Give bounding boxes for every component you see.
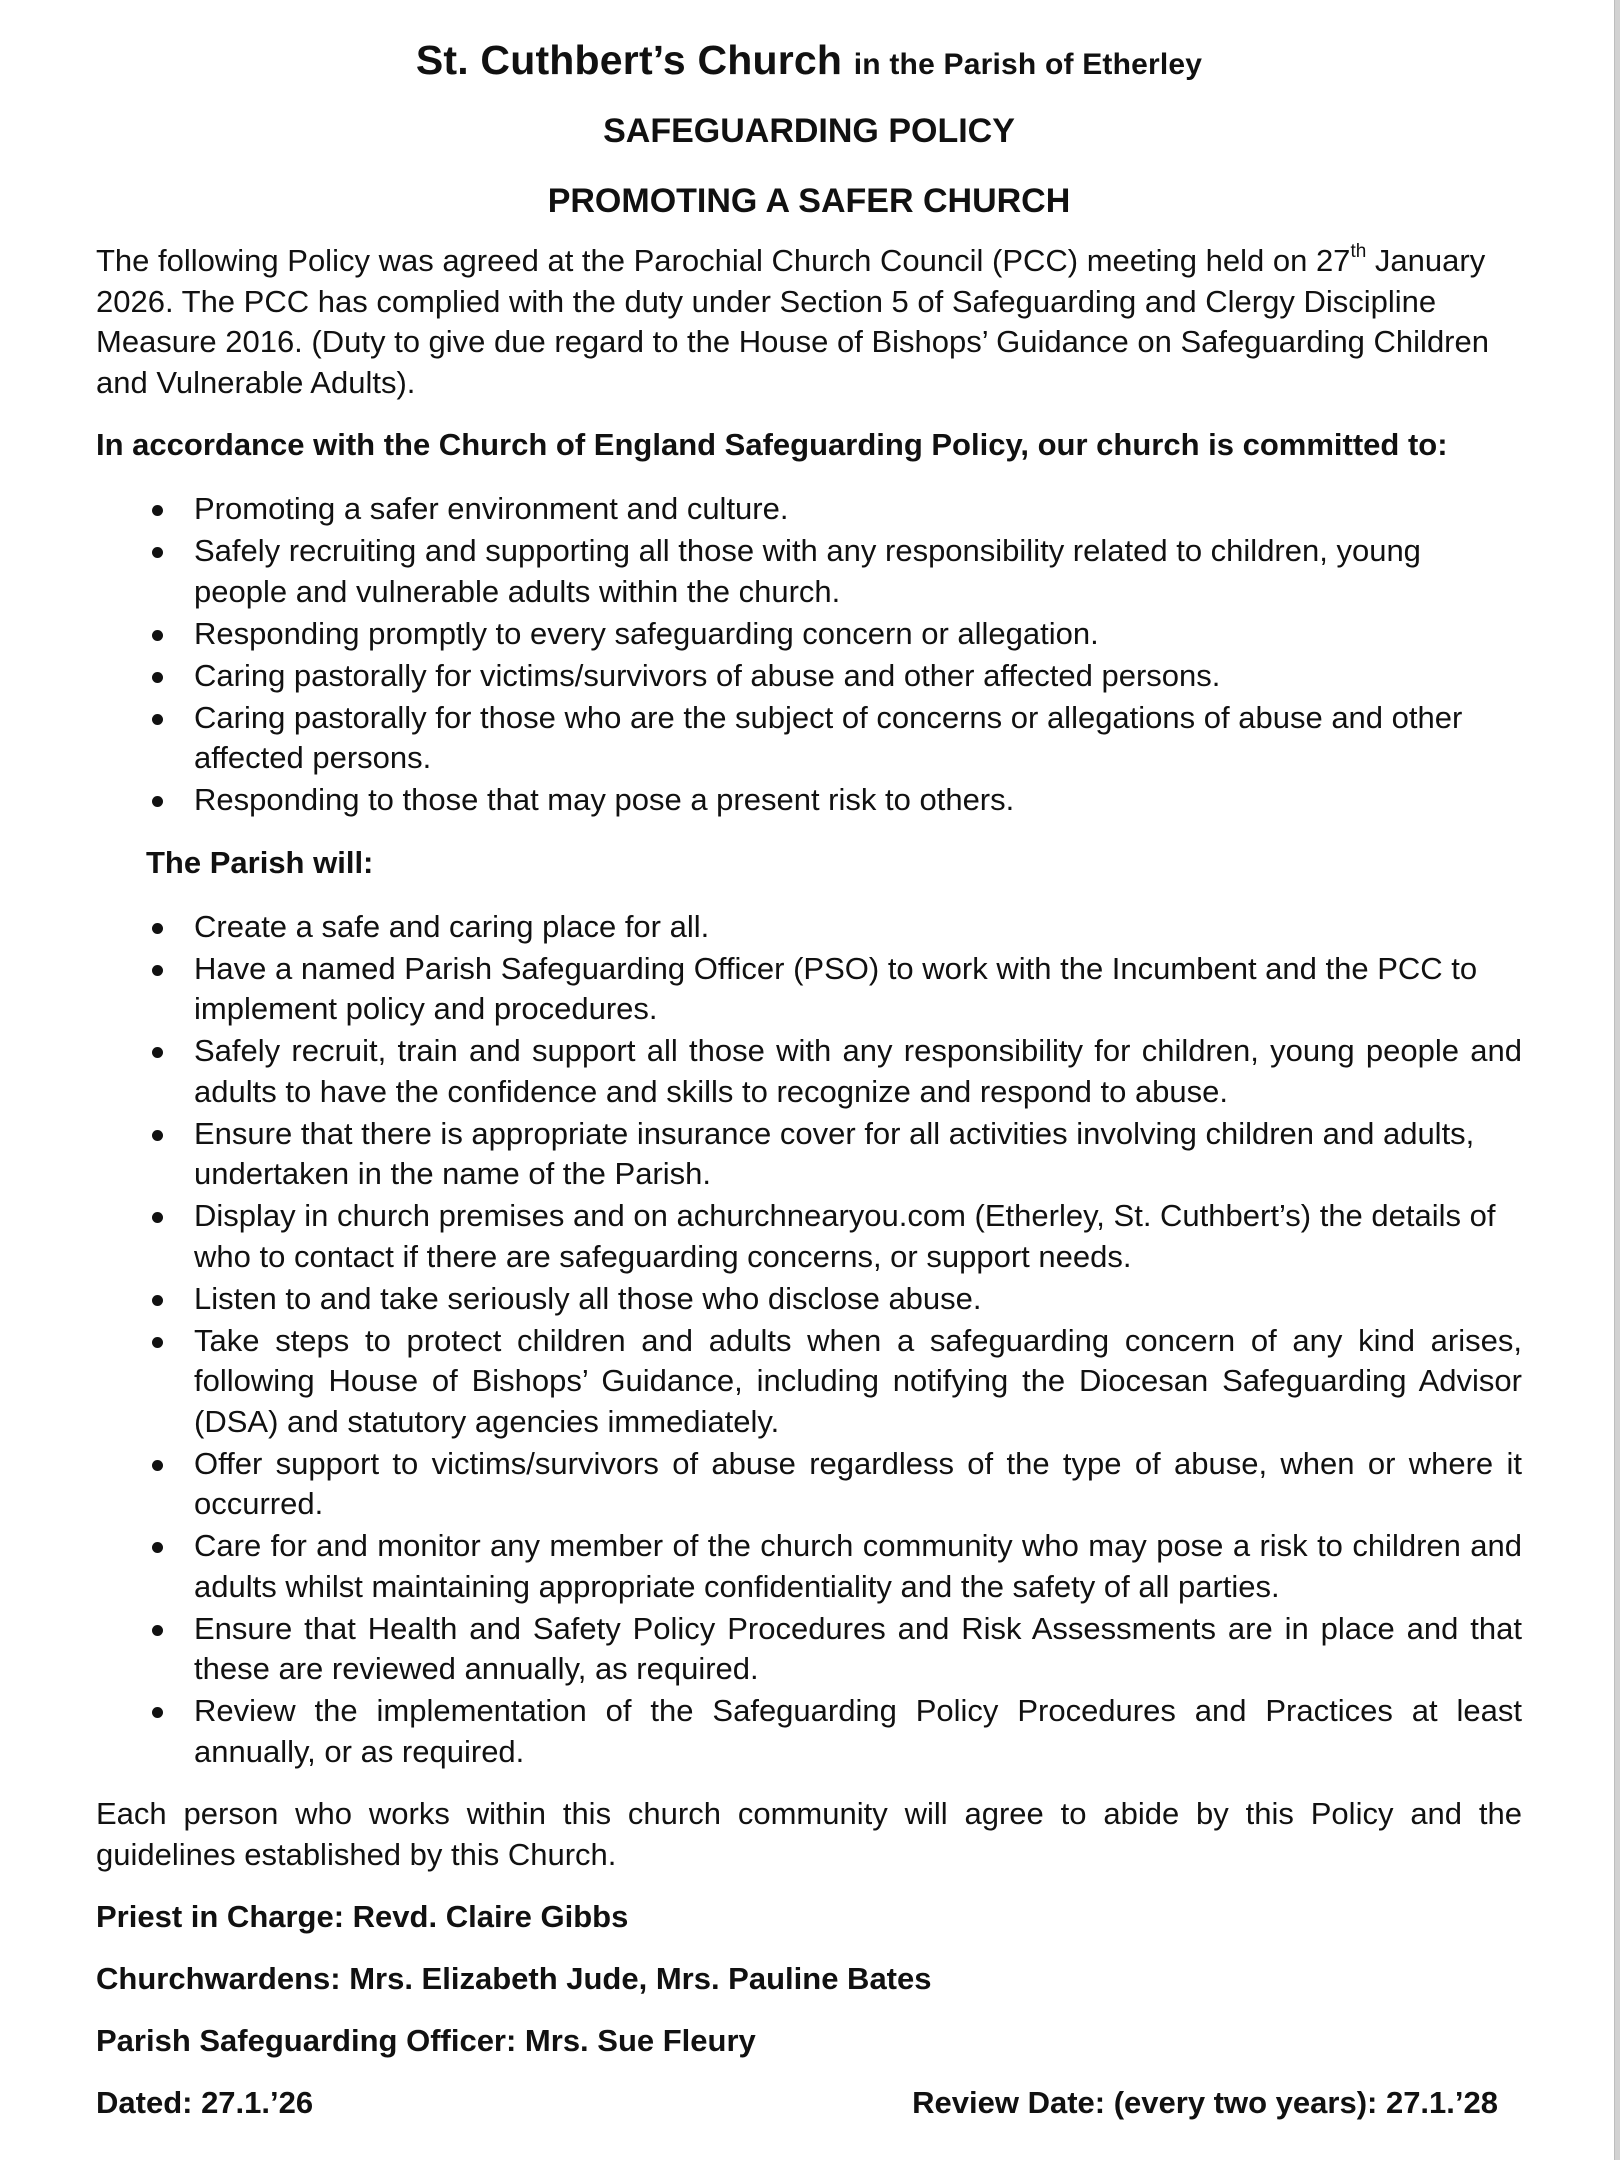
- list-item-text: Review the implementation of the Safeguarding Policy Procedures and Practices at least annually, or as required.: [194, 1693, 1522, 1769]
- list-item: [96, 1196, 1522, 1277]
- list-item-text: Caring pastorally for victims/survivors of abuse and other affected persons.: [194, 657, 1221, 693]
- list-item-text: Caring pastorally for those who are the subject of concerns or allegations of abuse and other affected persons.: [194, 699, 1463, 775]
- church-name: St. Cuthbert’s Church: [415, 37, 843, 83]
- list-item-text: Responding promptly to every safeguarding concern or allegation.: [194, 615, 1099, 651]
- bullet-icon: [152, 965, 163, 976]
- commitment-heading: In accordance with the Church of England Safeguarding Policy, our church is committed to:: [96, 427, 1448, 462]
- bullet-icon: [152, 923, 163, 934]
- list-item: [96, 949, 1522, 1030]
- intro-paragraph: [96, 241, 1522, 403]
- list-item-text: Safely recruit, train and support all those with any responsibility for children, young people and adults to have the confidence and skills to recognize and respond to abuse.: [194, 1033, 1522, 1109]
- bullet-icon: [152, 1130, 163, 1141]
- list-item: [96, 656, 1522, 697]
- ordinal-superscript: th: [1350, 241, 1367, 262]
- list-item: [96, 698, 1522, 779]
- list-item: [96, 1526, 1522, 1607]
- bullet-icon: [152, 1460, 163, 1471]
- bullet-icon: [152, 505, 163, 516]
- list-item-text: Create a safe and caring place for all.: [194, 908, 710, 944]
- bullet-icon: [152, 1625, 163, 1636]
- list-item: [96, 1609, 1522, 1690]
- list-item-text: Ensure that Health and Safety Policy Procedures and Risk Assessments are in place and that these are reviewed annually, as required.: [194, 1610, 1522, 1686]
- list-item-text: Have a named Parish Safeguarding Officer (PSO) to work with the Incumbent and the PCC to implement policy and procedures.: [194, 950, 1478, 1026]
- list-item: [96, 907, 1522, 948]
- list-item-text: Display in church premises and on achurchnearyou.com (Etherley, St. Cuthbert’s) the details of who to contact if there are safeguarding concerns, or support needs.: [194, 1198, 1496, 1274]
- bullet-icon: [152, 1337, 163, 1348]
- commitments-list: [96, 489, 1522, 821]
- bullet-icon: [152, 1707, 163, 1718]
- closing-paragraph: Each person who works within this church community will agree to abide by this Policy and the guidelines established by this Church.: [96, 1796, 1522, 1872]
- list-item-text: Promoting a safer environment and culture.: [194, 491, 789, 526]
- list-item: [96, 489, 1522, 530]
- list-item-text: Safely recruiting and supporting all those with any responsibility related to children, young people and vulnerable adults within the church.: [194, 533, 1421, 609]
- list-item: [96, 1321, 1522, 1443]
- list-item: [96, 780, 1522, 821]
- dated: Dated: 27.1.’26: [96, 2085, 314, 2120]
- list-item: [96, 1279, 1522, 1320]
- bullet-icon: [152, 1295, 163, 1306]
- list-item: [96, 531, 1522, 612]
- bullet-icon: [152, 1047, 163, 1058]
- priest-in-charge: Priest in Charge: Revd. Claire Gibbs: [96, 1899, 629, 1934]
- policy-subheading: PROMOTING A SAFER CHURCH: [547, 182, 1071, 220]
- bullet-icon: [152, 547, 163, 558]
- review-date: Review Date: (every two years): 27.1.’28: [912, 2085, 1498, 2120]
- page-edge-border: [1614, 0, 1620, 2160]
- parish-will-heading: The Parish will:: [146, 844, 374, 880]
- document-title: [96, 0, 1522, 89]
- dates-row: [96, 2083, 1522, 2123]
- list-item: [96, 614, 1522, 655]
- parish-name: in the Parish of Etherley: [853, 48, 1203, 81]
- parish-will-list: [96, 907, 1522, 1773]
- list-item-text: Take steps to protect children and adults when a safeguarding concern of any kind arises, following House of Bishops’ Guidance, including notifying the Diocesan Safeguarding Advisor (DSA) and statutory agencies immediately.: [194, 1322, 1522, 1439]
- list-item-text: Ensure that there is appropriate insurance cover for all activities involving children and adults, undertaken in the name of the Parish.: [194, 1115, 1475, 1191]
- policy-heading: SAFEGUARDING POLICY: [603, 112, 1015, 150]
- policy-document: [96, 0, 1522, 2123]
- list-item: [96, 1114, 1522, 1195]
- list-item: [96, 1031, 1522, 1112]
- bullet-icon: [152, 1542, 163, 1553]
- bullet-icon: [152, 1212, 163, 1223]
- bullet-icon: [152, 630, 163, 641]
- list-item-text: Offer support to victims/survivors of abuse regardless of the type of abuse, when or where it occurred.: [194, 1445, 1522, 1521]
- bullet-icon: [152, 672, 163, 683]
- bullet-icon: [152, 714, 163, 725]
- parish-safeguarding-officer: Parish Safeguarding Officer: Mrs. Sue Fleury: [96, 2023, 756, 2058]
- list-item-text: Listen to and take seriously all those who disclose abuse.: [194, 1280, 982, 1316]
- list-item: [96, 1691, 1522, 1772]
- intro-text-end: January 2026. The PCC has complied with the duty under Section 5 of Safeguarding and Clergy Discipline Measure 2016. (Duty to give due regard to the House of Bishops’ Guidance on Safeguarding Children and Vulnerable Adults).: [96, 243, 1489, 400]
- bullet-icon: [152, 796, 163, 807]
- intro-text-start: The following Policy was agreed at the Parochial Church Council (PCC) meeting held on 27: [96, 243, 1351, 278]
- churchwardens: Churchwardens: Mrs. Elizabeth Jude, Mrs. Pauline Bates: [96, 1961, 932, 1996]
- list-item-text: Care for and monitor any member of the church community who may pose a risk to children and adults whilst maintaining appropriate confidentiality and the safety of all parties.: [194, 1528, 1522, 1604]
- list-item-text: Responding to those that may pose a present risk to others.: [194, 782, 1015, 817]
- list-item: [96, 1444, 1522, 1525]
